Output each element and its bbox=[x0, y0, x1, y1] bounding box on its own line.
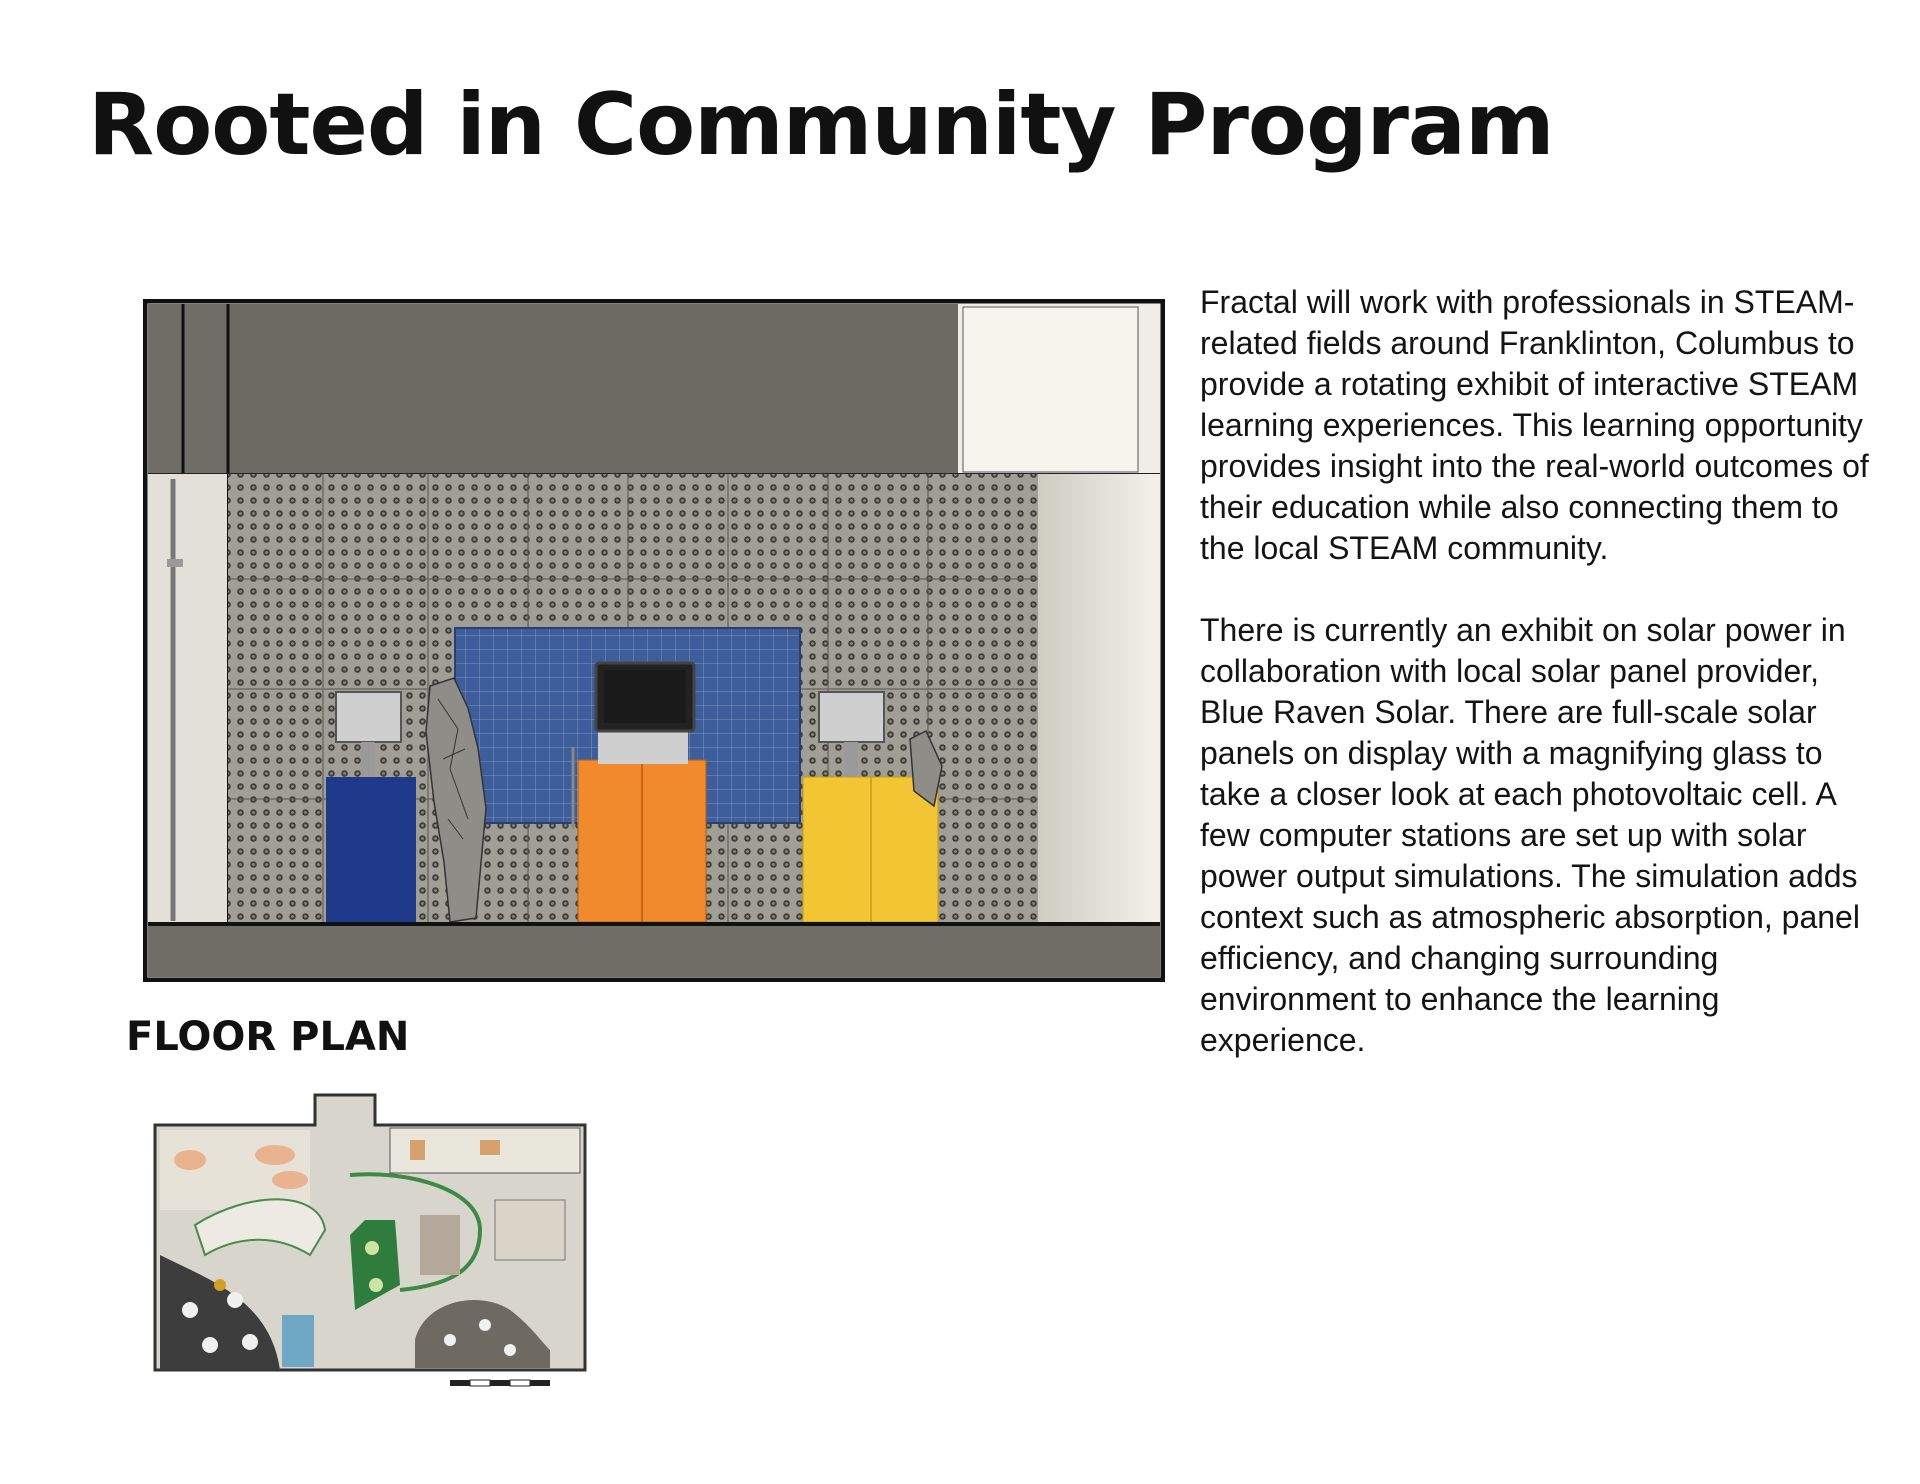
page-title: Rooted in Community Program bbox=[88, 75, 1554, 175]
description-text bbox=[1200, 282, 1880, 1102]
floor-plan-heading: FLOOR PLAN bbox=[126, 1014, 410, 1060]
floor-plan-drawing bbox=[150, 1080, 590, 1410]
exhibit-elevation-drawing bbox=[143, 299, 1165, 982]
description-paragraph-1: Fractal will work with professionals in STEAM-related fields around Franklinton, Columbus to provide a rotating exhibit of interactive STEAM learning experiences. This learning opportunity provides insight into the real-world outcomes of their education while also connecting them to the local STEAM community. bbox=[1200, 284, 1869, 566]
description-paragraph-2: There is currently an exhibit on solar power in collaboration with local solar panel provider, Blue Raven Solar. There are full-scale solar panels on display with a magnifying glass to take a closer look at each photovoltaic cell. A few computer stations are set up with solar power output simulations. The simulation adds context such as atmospheric absorption, panel efficiency, and changing surrounding environment to enhance the learning experience. bbox=[1200, 612, 1860, 1058]
